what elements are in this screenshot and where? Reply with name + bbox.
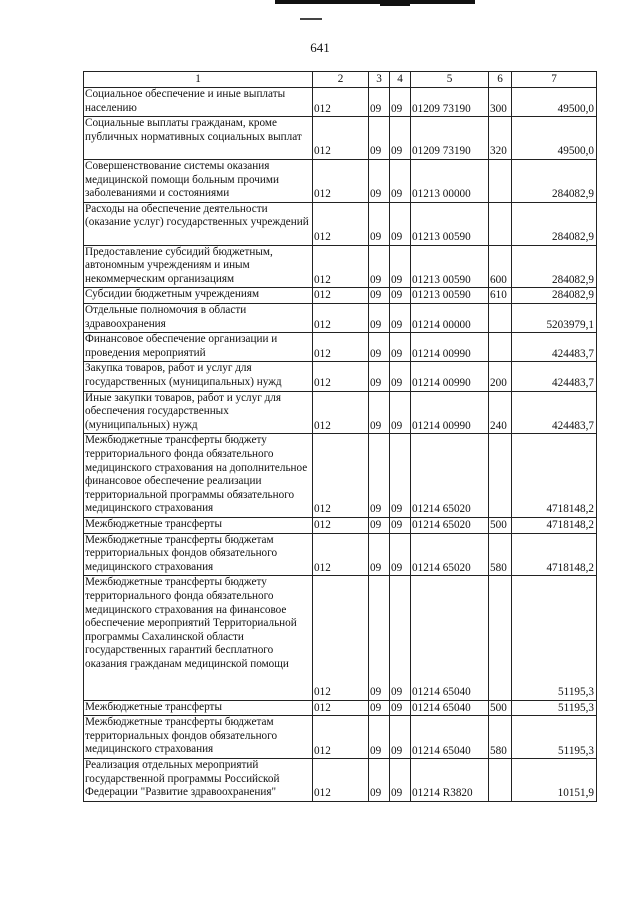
table-row [84, 303, 597, 332]
row-name: Межбюджетные трансферты [84, 700, 313, 716]
row-name: Совершенствование системы оказания медицинской помощи больным прочими заболеваниями и состояниями [84, 159, 313, 202]
cell-target-article: 01214 65020 [411, 517, 489, 533]
cell-target-article: 01213 00590 [411, 202, 489, 245]
cell-ved: 012 [313, 434, 369, 518]
cell-ved: 012 [313, 533, 369, 576]
cell-target-article: 01214 00000 [411, 303, 489, 332]
row-name: Отдельные полномочия в области здравоохранения [84, 303, 313, 332]
cell-ved: 012 [313, 245, 369, 288]
cell-subsection: 09 [390, 333, 411, 362]
row-name: Межбюджетные трансферты бюджету территориального фонда обязательного медицинского страхования на дополнительное финансовое обеспечение реализации территориальной программы обязательного медицинского страхования [84, 434, 313, 518]
cell-subsection: 09 [390, 716, 411, 759]
cell-ved: 012 [313, 303, 369, 332]
cell-section: 09 [369, 88, 390, 117]
cell-ved: 012 [313, 517, 369, 533]
row-name: Межбюджетные трансферты бюджетам территориальных фондов обязательного медицинского страхования [84, 533, 313, 576]
cell-expense-type: 200 [489, 362, 512, 391]
row-name: Межбюджетные трансферты [84, 517, 313, 533]
cell-amount: 4718148,2 [512, 533, 597, 576]
cell-target-article: 01213 00590 [411, 288, 489, 304]
cell-target-article: 01209 73190 [411, 117, 489, 160]
table-row [84, 391, 597, 434]
cell-section: 09 [369, 288, 390, 304]
cell-expense-type: 240 [489, 391, 512, 434]
cell-section: 09 [369, 362, 390, 391]
cell-expense-type: 600 [489, 245, 512, 288]
table-row [84, 288, 597, 304]
cell-expense-type [489, 434, 512, 518]
scan-top-mark [380, 0, 410, 6]
cell-expense-type [489, 159, 512, 202]
cell-target-article: 01214 65040 [411, 700, 489, 716]
cell-target-article: 01214 65020 [411, 533, 489, 576]
cell-amount: 284082,9 [512, 159, 597, 202]
cell-expense-type: 580 [489, 716, 512, 759]
cell-section: 09 [369, 576, 390, 700]
cell-section: 09 [369, 434, 390, 518]
cell-expense-type: 610 [489, 288, 512, 304]
page-number: 641 [310, 40, 330, 55]
column-header: 6 [489, 72, 512, 88]
budget-table [83, 71, 597, 802]
cell-section: 09 [369, 533, 390, 576]
cell-amount: 49500,0 [512, 117, 597, 160]
cell-subsection: 09 [390, 700, 411, 716]
cell-target-article: 01214 00990 [411, 391, 489, 434]
cell-subsection: 09 [390, 88, 411, 117]
cell-expense-type [489, 576, 512, 700]
cell-section: 09 [369, 391, 390, 434]
cell-subsection: 09 [390, 533, 411, 576]
table-row [84, 716, 597, 759]
cell-target-article: 01213 00000 [411, 159, 489, 202]
cell-subsection: 09 [390, 117, 411, 160]
cell-section: 09 [369, 517, 390, 533]
cell-subsection: 09 [390, 245, 411, 288]
row-name: Предоставление субсидий бюджетным, автономным учреждениям и иным некоммерческим организациям [84, 245, 313, 288]
cell-section: 09 [369, 759, 390, 802]
table-row [84, 159, 597, 202]
cell-target-article: 01209 73190 [411, 88, 489, 117]
cell-amount: 424483,7 [512, 391, 597, 434]
cell-section: 09 [369, 333, 390, 362]
cell-amount: 4718148,2 [512, 434, 597, 518]
table-row [84, 517, 597, 533]
cell-ved: 012 [313, 333, 369, 362]
cell-amount: 424483,7 [512, 333, 597, 362]
cell-section: 09 [369, 716, 390, 759]
cell-section: 09 [369, 202, 390, 245]
cell-amount: 284082,9 [512, 245, 597, 288]
cell-ved: 012 [313, 576, 369, 700]
table-row [84, 245, 597, 288]
cell-subsection: 09 [390, 159, 411, 202]
cell-target-article: 01214 00990 [411, 362, 489, 391]
column-header: 5 [411, 72, 489, 88]
cell-section: 09 [369, 117, 390, 160]
row-name: Реализация отдельных мероприятий государственной программы Российской Федерации "Развитие здравоохранения" [84, 759, 313, 802]
cell-ved: 012 [313, 202, 369, 245]
scan-top-mark [300, 18, 322, 20]
header-row [84, 72, 597, 88]
column-header: 7 [512, 72, 597, 88]
cell-ved: 012 [313, 88, 369, 117]
row-name: Социальное обеспечение и иные выплаты населению [84, 88, 313, 117]
table-row [84, 117, 597, 160]
cell-section: 09 [369, 159, 390, 202]
cell-expense-type: 500 [489, 517, 512, 533]
column-header: 3 [369, 72, 390, 88]
cell-target-article: 01214 00990 [411, 333, 489, 362]
column-header: 2 [313, 72, 369, 88]
table-row [84, 333, 597, 362]
cell-subsection: 09 [390, 517, 411, 533]
cell-expense-type [489, 303, 512, 332]
cell-ved: 012 [313, 700, 369, 716]
table-row [84, 202, 597, 245]
cell-subsection: 09 [390, 391, 411, 434]
cell-section: 09 [369, 700, 390, 716]
row-name: Финансовое обеспечение организации и проведения мероприятий [84, 333, 313, 362]
row-name: Межбюджетные трансферты бюджету территориального фонда обязательного медицинского страхования на финансовое обеспечение мероприятий Территориальной программы Сахалинской области государственных гарантий бесплатного оказания гражданам медицинской помощи [84, 576, 313, 700]
table-row [84, 434, 597, 518]
cell-amount: 284082,9 [512, 288, 597, 304]
cell-subsection: 09 [390, 434, 411, 518]
cell-subsection: 09 [390, 362, 411, 391]
column-header: 4 [390, 72, 411, 88]
cell-amount: 51195,3 [512, 576, 597, 700]
cell-amount: 10151,9 [512, 759, 597, 802]
cell-expense-type: 500 [489, 700, 512, 716]
cell-expense-type [489, 202, 512, 245]
table-row [84, 362, 597, 391]
cell-amount: 424483,7 [512, 362, 597, 391]
row-name: Расходы на обеспечение деятельности (оказание услуг) государственных учреждений [84, 202, 313, 245]
cell-target-article: 01213 00590 [411, 245, 489, 288]
cell-ved: 012 [313, 159, 369, 202]
row-name: Субсидии бюджетным учреждениям [84, 288, 313, 304]
cell-ved: 012 [313, 391, 369, 434]
cell-section: 09 [369, 245, 390, 288]
cell-amount: 5203979,1 [512, 303, 597, 332]
scan-top-mark [275, 0, 475, 4]
row-name: Социальные выплаты гражданам, кроме публичных нормативных социальных выплат [84, 117, 313, 160]
cell-section: 09 [369, 303, 390, 332]
table-row [84, 700, 597, 716]
column-header: 1 [84, 72, 313, 88]
cell-ved: 012 [313, 716, 369, 759]
cell-subsection: 09 [390, 288, 411, 304]
cell-subsection: 09 [390, 759, 411, 802]
cell-amount: 4718148,2 [512, 517, 597, 533]
cell-ved: 012 [313, 288, 369, 304]
table-row [84, 533, 597, 576]
cell-expense-type: 580 [489, 533, 512, 576]
cell-target-article: 01214 65040 [411, 576, 489, 700]
cell-target-article: 01214 65020 [411, 434, 489, 518]
cell-subsection: 09 [390, 202, 411, 245]
cell-ved: 012 [313, 759, 369, 802]
cell-ved: 012 [313, 117, 369, 160]
table-row [84, 759, 597, 802]
cell-expense-type: 320 [489, 117, 512, 160]
cell-subsection: 09 [390, 303, 411, 332]
cell-amount: 49500,0 [512, 88, 597, 117]
cell-expense-type: 300 [489, 88, 512, 117]
table-row [84, 576, 597, 700]
cell-subsection: 09 [390, 576, 411, 700]
cell-expense-type [489, 333, 512, 362]
cell-ved: 012 [313, 362, 369, 391]
row-name: Межбюджетные трансферты бюджетам территориальных фондов обязательного медицинского страхования [84, 716, 313, 759]
row-name: Иные закупки товаров, работ и услуг для обеспечения государственных (муниципальных) нужд [84, 391, 313, 434]
table-row [84, 88, 597, 117]
cell-expense-type [489, 759, 512, 802]
cell-target-article: 01214 65040 [411, 716, 489, 759]
cell-amount: 51195,3 [512, 700, 597, 716]
cell-target-article: 01214 R3820 [411, 759, 489, 802]
row-name: Закупка товаров, работ и услуг для государственных (муниципальных) нужд [84, 362, 313, 391]
cell-amount: 284082,9 [512, 202, 597, 245]
cell-amount: 51195,3 [512, 716, 597, 759]
